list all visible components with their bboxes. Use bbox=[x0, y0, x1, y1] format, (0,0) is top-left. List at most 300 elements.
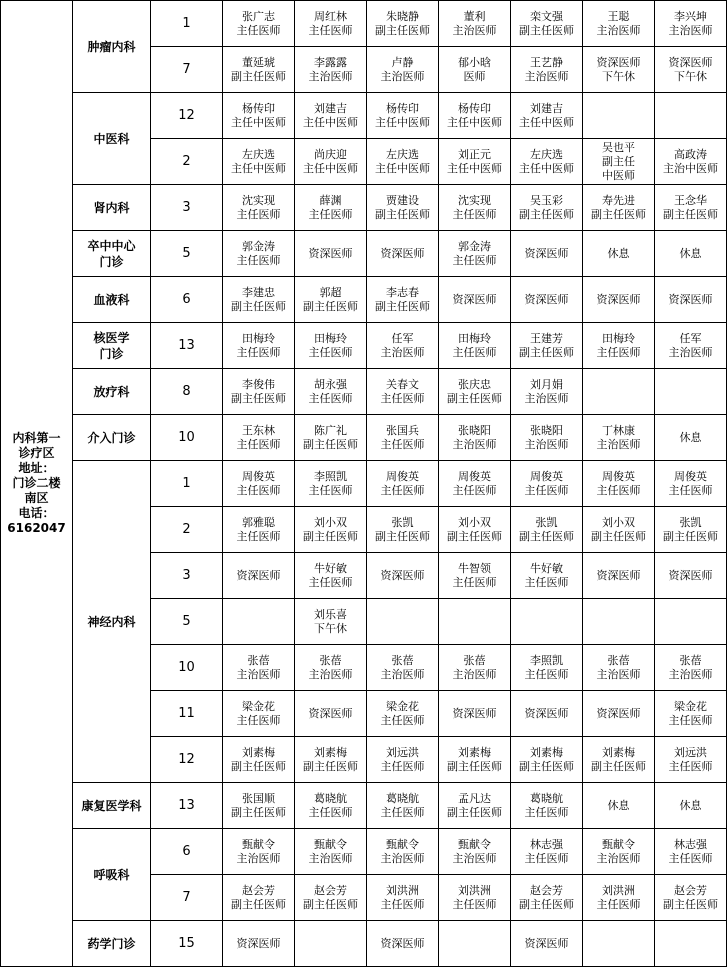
doctor-name: 刘远洪 bbox=[674, 745, 707, 759]
doctor-title: 副主任医师 bbox=[303, 529, 358, 543]
doctor-title: 副主任医师 bbox=[303, 897, 358, 911]
doctor-cell bbox=[367, 369, 439, 415]
room-number: 13 bbox=[151, 783, 223, 829]
doctor-name: 任军 bbox=[679, 331, 702, 345]
doctor-title: 副主任医师 bbox=[519, 207, 574, 221]
doctor-title: 主治医师 bbox=[668, 667, 713, 681]
doctor-name: 梁金花 bbox=[674, 699, 707, 713]
doctor-name: 刘乐喜 bbox=[314, 607, 347, 621]
doctor-cell bbox=[439, 829, 511, 875]
doctor-cell bbox=[655, 737, 727, 783]
doctor-name: 梁金花 bbox=[386, 699, 419, 713]
doctor-title: 主任医师 bbox=[596, 897, 641, 911]
doctor-name: 刘正元 bbox=[458, 147, 491, 161]
doctor-name: 刘素梅 bbox=[602, 745, 635, 759]
doctor-name: 吴玉彩 bbox=[530, 193, 563, 207]
department-name-line: 肿瘤内科 bbox=[87, 39, 136, 54]
doctor-name: 资深医师 bbox=[596, 568, 641, 582]
doctor-cell bbox=[439, 507, 511, 553]
doctor-name: 张蓓 bbox=[679, 653, 702, 667]
doctor-cell bbox=[439, 1, 511, 47]
doctor-cell bbox=[583, 553, 655, 599]
doctor-name: 李兴坤 bbox=[674, 9, 707, 23]
schedule-row bbox=[1, 369, 727, 415]
doctor-cell bbox=[511, 231, 583, 277]
room-number: 5 bbox=[151, 231, 223, 277]
doctor-name: 刘远洪 bbox=[386, 745, 419, 759]
doctor-cell bbox=[223, 553, 295, 599]
doctor-cell bbox=[511, 875, 583, 921]
doctor-name: 张国顺 bbox=[242, 791, 275, 805]
doctor-cell bbox=[655, 645, 727, 691]
doctor-cell bbox=[223, 1, 295, 47]
room-number: 7 bbox=[151, 47, 223, 93]
department-name bbox=[73, 829, 151, 921]
doctor-cell bbox=[295, 369, 367, 415]
doctor-name: 资深医师 bbox=[236, 936, 281, 950]
schedule-row bbox=[1, 323, 727, 369]
doctor-title: 主治医师 bbox=[308, 69, 353, 83]
doctor-title: 副主任医师 bbox=[303, 437, 358, 451]
doctor-title: 主任医师 bbox=[308, 207, 353, 221]
doctor-title: 主任中医师 bbox=[231, 115, 286, 129]
doctor-cell bbox=[295, 185, 367, 231]
department-name bbox=[73, 369, 151, 415]
doctor-name: 葛晓航 bbox=[386, 791, 419, 805]
doctor-cell bbox=[439, 783, 511, 829]
doctor-name: 刘洪洲 bbox=[386, 883, 419, 897]
doctor-cell bbox=[655, 323, 727, 369]
doctor-cell bbox=[655, 691, 727, 737]
doctor-name: 休息 bbox=[607, 798, 630, 812]
doctor-cell bbox=[511, 415, 583, 461]
doctor-cell bbox=[583, 47, 655, 93]
doctor-title: 副主任医师 bbox=[519, 345, 574, 359]
doctor-name: 张蓓 bbox=[607, 653, 630, 667]
doctor-title: 主治医师 bbox=[452, 667, 497, 681]
room-number: 2 bbox=[151, 507, 223, 553]
doctor-cell bbox=[223, 507, 295, 553]
doctor-cell bbox=[439, 323, 511, 369]
doctor-title: 副主任医师 bbox=[591, 207, 646, 221]
doctor-cell bbox=[583, 829, 655, 875]
doctor-cell bbox=[655, 599, 727, 645]
doctor-name: 甄献令 bbox=[602, 837, 635, 851]
doctor-title: 主任医师 bbox=[596, 345, 641, 359]
doctor-name: 资深医师 bbox=[524, 246, 569, 260]
doctor-cell bbox=[655, 875, 727, 921]
doctor-cell bbox=[583, 691, 655, 737]
doctor-name: 资深医师 bbox=[308, 706, 353, 720]
department-name-line: 介入门诊 bbox=[87, 430, 136, 445]
doctor-cell bbox=[655, 369, 727, 415]
doctor-cell bbox=[511, 553, 583, 599]
doctor-name: 牛好敏 bbox=[314, 561, 347, 575]
doctor-cell bbox=[223, 829, 295, 875]
doctor-name: 郭雅聪 bbox=[242, 515, 275, 529]
doctor-cell bbox=[367, 737, 439, 783]
doctor-name: 周红林 bbox=[314, 9, 347, 23]
doctor-name: 陈广礼 bbox=[314, 423, 347, 437]
doctor-title: 副主任医师 bbox=[591, 529, 646, 543]
doctor-title: 副主任医师 bbox=[447, 391, 502, 405]
doctor-title: 副主任医师 bbox=[447, 759, 502, 773]
doctor-name: 资深医师 bbox=[524, 292, 569, 306]
doctor-cell bbox=[367, 461, 439, 507]
doctor-name: 张晓阳 bbox=[530, 423, 563, 437]
schedule-row bbox=[1, 921, 727, 967]
doctor-name: 牛智领 bbox=[458, 561, 491, 575]
doctor-name: 关春文 bbox=[386, 377, 419, 391]
doctor-cell bbox=[223, 415, 295, 461]
doctor-title: 主治医师 bbox=[380, 69, 425, 83]
doctor-title: 主任医师 bbox=[452, 345, 497, 359]
doctor-title: 副主任医师 bbox=[231, 299, 286, 313]
doctor-title: 主任医师 bbox=[236, 483, 281, 497]
doctor-title: 主任医师 bbox=[308, 575, 353, 589]
department-name bbox=[73, 93, 151, 185]
doctor-title: 主任医师 bbox=[452, 207, 497, 221]
doctor-cell bbox=[511, 507, 583, 553]
room-number: 6 bbox=[151, 277, 223, 323]
area-info-line: 诊疗区 bbox=[18, 446, 55, 460]
department-name-line: 门诊 bbox=[99, 346, 124, 361]
doctor-title: 主治医师 bbox=[596, 667, 641, 681]
doctor-title: 主任医师 bbox=[596, 483, 641, 497]
doctor-name: 田梅玲 bbox=[242, 331, 275, 345]
doctor-name: 资深医师 bbox=[452, 706, 497, 720]
doctor-title: 主治医师 bbox=[524, 437, 569, 451]
doctor-title: 主任医师 bbox=[452, 575, 497, 589]
doctor-cell bbox=[511, 323, 583, 369]
doctor-name: 任军 bbox=[391, 331, 414, 345]
area-info-line: 电话： bbox=[18, 506, 55, 520]
room-number: 13 bbox=[151, 323, 223, 369]
doctor-name: 王建芳 bbox=[530, 331, 563, 345]
doctor-name: 林志强 bbox=[674, 837, 707, 851]
doctor-cell bbox=[367, 645, 439, 691]
doctor-name: 林志强 bbox=[530, 837, 563, 851]
doctor-cell bbox=[367, 277, 439, 323]
doctor-title: 主治医师 bbox=[524, 391, 569, 405]
doctor-cell bbox=[367, 921, 439, 967]
doctor-title: 副主任医师 bbox=[375, 207, 430, 221]
doctor-name: 资深医师 bbox=[596, 55, 641, 69]
doctor-cell bbox=[367, 599, 439, 645]
doctor-cell bbox=[367, 691, 439, 737]
doctor-title: 主任医师 bbox=[380, 437, 425, 451]
doctor-cell bbox=[511, 645, 583, 691]
doctor-cell bbox=[295, 737, 367, 783]
department-name bbox=[73, 921, 151, 967]
doctor-name: 张晓阳 bbox=[458, 423, 491, 437]
room-number: 12 bbox=[151, 93, 223, 139]
doctor-cell bbox=[439, 737, 511, 783]
area-info-line: 6162047 bbox=[7, 521, 66, 535]
doctor-title: 主治医师 bbox=[668, 345, 713, 359]
doctor-name: 高政涛 bbox=[674, 147, 707, 161]
doctor-cell bbox=[367, 415, 439, 461]
doctor-name: 资深医师 bbox=[380, 936, 425, 950]
doctor-name: 周俊英 bbox=[242, 469, 275, 483]
doctor-title: 主任医师 bbox=[668, 759, 713, 773]
doctor-title: 主任医师 bbox=[308, 483, 353, 497]
doctor-title: 主任医师 bbox=[236, 253, 281, 267]
doctor-title: 主任医师 bbox=[236, 713, 281, 727]
department-name bbox=[73, 461, 151, 783]
doctor-title: 主治医师 bbox=[380, 851, 425, 865]
department-name bbox=[73, 231, 151, 277]
doctor-name: 刘月娟 bbox=[530, 377, 563, 391]
department-name-line: 肾内科 bbox=[93, 200, 130, 215]
doctor-cell bbox=[511, 461, 583, 507]
doctor-cell bbox=[511, 369, 583, 415]
doctor-title: 主任中医师 bbox=[519, 161, 574, 175]
doctor-title: 主治医师 bbox=[452, 437, 497, 451]
doctor-name: 沈实现 bbox=[242, 193, 275, 207]
doctor-title: 主任医师 bbox=[452, 483, 497, 497]
doctor-cell bbox=[583, 323, 655, 369]
room-number: 6 bbox=[151, 829, 223, 875]
room-number: 10 bbox=[151, 645, 223, 691]
doctor-title: 主任医师 bbox=[524, 575, 569, 589]
doctor-name: 刘小双 bbox=[458, 515, 491, 529]
doctor-title: 主任中医师 bbox=[447, 115, 502, 129]
doctor-name: 郭金涛 bbox=[242, 239, 275, 253]
doctor-cell bbox=[295, 47, 367, 93]
doctor-title: 主任中医师 bbox=[447, 161, 502, 175]
doctor-title: 副主任医师 bbox=[447, 529, 502, 543]
doctor-title: 副主任医师 bbox=[231, 805, 286, 819]
doctor-name: 葛晓航 bbox=[314, 791, 347, 805]
doctor-name: 田梅玲 bbox=[314, 331, 347, 345]
department-name bbox=[73, 323, 151, 369]
doctor-cell bbox=[367, 139, 439, 185]
doctor-name: 郭金涛 bbox=[458, 239, 491, 253]
doctor-cell bbox=[367, 231, 439, 277]
doctor-cell bbox=[367, 783, 439, 829]
doctor-name: 王东林 bbox=[242, 423, 275, 437]
doctor-cell bbox=[583, 415, 655, 461]
doctor-name: 资深医师 bbox=[596, 706, 641, 720]
department-name-line: 核医学 bbox=[93, 330, 130, 345]
doctor-title: 主任医师 bbox=[236, 345, 281, 359]
schedule-row bbox=[1, 415, 727, 461]
doctor-cell bbox=[367, 507, 439, 553]
doctor-name: 吴也平 bbox=[602, 140, 635, 154]
doctor-name: 张蓓 bbox=[319, 653, 342, 667]
doctor-title: 副主任医师 bbox=[231, 69, 286, 83]
doctor-cell bbox=[583, 1, 655, 47]
doctor-cell bbox=[439, 369, 511, 415]
doctor-name: 左庆选 bbox=[242, 147, 275, 161]
doctor-name: 丁林康 bbox=[602, 423, 635, 437]
doctor-name: 孟凡达 bbox=[458, 791, 491, 805]
doctor-name: 郭超 bbox=[319, 285, 342, 299]
doctor-name: 张蓓 bbox=[247, 653, 270, 667]
doctor-title: 下午休 bbox=[314, 621, 347, 635]
doctor-title: 主任医师 bbox=[668, 851, 713, 865]
doctor-title: 主治医师 bbox=[452, 23, 497, 37]
doctor-title: 主任医师 bbox=[380, 483, 425, 497]
doctor-cell bbox=[583, 185, 655, 231]
doctor-name: 赵会芳 bbox=[314, 883, 347, 897]
doctor-title: 副主任医师 bbox=[663, 529, 718, 543]
doctor-name: 周俊英 bbox=[674, 469, 707, 483]
area-info-line: 门诊二楼 bbox=[12, 476, 61, 490]
doctor-title: 副主任医师 bbox=[519, 23, 574, 37]
doctor-cell bbox=[655, 139, 727, 185]
doctor-title: 主任医师 bbox=[380, 759, 425, 773]
doctor-name: 李建忠 bbox=[242, 285, 275, 299]
department-name-line: 药学门诊 bbox=[87, 936, 136, 951]
department-name-line: 中医科 bbox=[93, 131, 130, 146]
doctor-cell bbox=[223, 185, 295, 231]
doctor-title: 主任医师 bbox=[452, 897, 497, 911]
doctor-title: 主治医师 bbox=[308, 851, 353, 865]
doctor-title: 中医师 bbox=[602, 168, 635, 182]
doctor-name: 田梅玲 bbox=[602, 331, 635, 345]
doctor-title: 副主任医师 bbox=[519, 897, 574, 911]
doctor-name: 寿先进 bbox=[602, 193, 635, 207]
doctor-cell bbox=[295, 691, 367, 737]
doctor-title: 主任中医师 bbox=[231, 161, 286, 175]
doctor-title: 主任医师 bbox=[524, 483, 569, 497]
schedule-row bbox=[1, 783, 727, 829]
doctor-cell bbox=[583, 737, 655, 783]
doctor-cell bbox=[223, 599, 295, 645]
doctor-cell bbox=[583, 461, 655, 507]
schedule-row bbox=[1, 829, 727, 875]
doctor-name: 张国兵 bbox=[386, 423, 419, 437]
doctor-cell bbox=[439, 231, 511, 277]
doctor-cell bbox=[367, 553, 439, 599]
doctor-title: 副主任医师 bbox=[591, 759, 646, 773]
doctor-cell bbox=[511, 737, 583, 783]
doctor-cell bbox=[655, 783, 727, 829]
doctor-name: 资深医师 bbox=[524, 706, 569, 720]
doctor-title: 主任医师 bbox=[380, 805, 425, 819]
room-number: 12 bbox=[151, 737, 223, 783]
doctor-name: 张蓓 bbox=[391, 653, 414, 667]
doctor-cell bbox=[295, 1, 367, 47]
doctor-name: 周俊英 bbox=[386, 469, 419, 483]
room-number: 5 bbox=[151, 599, 223, 645]
clinic-area-info bbox=[1, 1, 73, 967]
schedule-row bbox=[1, 185, 727, 231]
doctor-cell bbox=[295, 93, 367, 139]
doctor-cell bbox=[367, 323, 439, 369]
doctor-cell bbox=[223, 369, 295, 415]
doctor-cell bbox=[655, 93, 727, 139]
doctor-title: 副主任医师 bbox=[303, 299, 358, 313]
doctor-name: 资深医师 bbox=[668, 292, 713, 306]
doctor-title: 下午休 bbox=[602, 69, 635, 83]
doctor-title: 主治医师 bbox=[524, 69, 569, 83]
doctor-cell bbox=[655, 47, 727, 93]
doctor-cell bbox=[439, 691, 511, 737]
doctor-cell bbox=[655, 461, 727, 507]
department-name bbox=[73, 415, 151, 461]
doctor-cell bbox=[583, 507, 655, 553]
doctor-name: 尚庆迎 bbox=[314, 147, 347, 161]
doctor-title: 副主任 bbox=[602, 154, 635, 168]
doctor-title: 主任医师 bbox=[236, 23, 281, 37]
doctor-cell bbox=[295, 277, 367, 323]
doctor-cell bbox=[223, 921, 295, 967]
room-number: 15 bbox=[151, 921, 223, 967]
doctor-title: 主治中医师 bbox=[663, 161, 718, 175]
doctor-title: 主任医师 bbox=[380, 897, 425, 911]
doctor-cell bbox=[223, 783, 295, 829]
doctor-name: 刘素梅 bbox=[242, 745, 275, 759]
room-number: 10 bbox=[151, 415, 223, 461]
doctor-name: 刘素梅 bbox=[530, 745, 563, 759]
doctor-cell bbox=[223, 231, 295, 277]
doctor-name: 张凯 bbox=[535, 515, 558, 529]
doctor-cell bbox=[295, 599, 367, 645]
doctor-cell bbox=[295, 507, 367, 553]
doctor-cell bbox=[295, 875, 367, 921]
department-name-line: 呼吸科 bbox=[93, 867, 130, 882]
doctor-title: 副主任医师 bbox=[303, 759, 358, 773]
doctor-cell bbox=[223, 737, 295, 783]
area-info-line: 南区 bbox=[24, 491, 49, 505]
doctor-title: 副主任医师 bbox=[375, 23, 430, 37]
doctor-cell bbox=[367, 47, 439, 93]
room-number: 3 bbox=[151, 185, 223, 231]
doctor-name: 刘洪洲 bbox=[458, 883, 491, 897]
doctor-title: 主治医师 bbox=[452, 851, 497, 865]
doctor-name: 张蓓 bbox=[463, 653, 486, 667]
doctor-cell bbox=[583, 599, 655, 645]
doctor-cell bbox=[511, 277, 583, 323]
doctor-title: 主治医师 bbox=[596, 851, 641, 865]
doctor-name: 沈实现 bbox=[458, 193, 491, 207]
doctor-title: 主治医师 bbox=[236, 851, 281, 865]
doctor-name: 周俊英 bbox=[530, 469, 563, 483]
doctor-title: 医师 bbox=[463, 69, 486, 83]
doctor-name: 休息 bbox=[679, 430, 702, 444]
schedule-row bbox=[1, 231, 727, 277]
doctor-title: 副主任医师 bbox=[519, 529, 574, 543]
doctor-cell bbox=[511, 185, 583, 231]
doctor-title: 主任医师 bbox=[524, 851, 569, 865]
doctor-title: 副主任医师 bbox=[231, 759, 286, 773]
doctor-title: 主任中医师 bbox=[375, 161, 430, 175]
doctor-name: 王聪 bbox=[607, 9, 630, 23]
doctor-name: 田梅玲 bbox=[458, 331, 491, 345]
doctor-name: 资深医师 bbox=[380, 246, 425, 260]
doctor-name: 王艺静 bbox=[530, 55, 563, 69]
doctor-title: 副主任医师 bbox=[447, 805, 502, 819]
doctor-name: 资深医师 bbox=[668, 55, 713, 69]
doctor-title: 主任中医师 bbox=[303, 115, 358, 129]
department-name-line: 神经内科 bbox=[87, 614, 136, 629]
doctor-name: 刘小双 bbox=[314, 515, 347, 529]
doctor-cell bbox=[367, 829, 439, 875]
doctor-name: 刘建吉 bbox=[314, 101, 347, 115]
doctor-cell bbox=[511, 93, 583, 139]
doctor-cell bbox=[439, 415, 511, 461]
doctor-name: 周俊英 bbox=[602, 469, 635, 483]
doctor-title: 副主任医师 bbox=[663, 207, 718, 221]
doctor-name: 休息 bbox=[679, 798, 702, 812]
doctor-name: 牛好敏 bbox=[530, 561, 563, 575]
doctor-name: 休息 bbox=[679, 246, 702, 260]
department-name bbox=[73, 277, 151, 323]
doctor-name: 甄献令 bbox=[458, 837, 491, 851]
